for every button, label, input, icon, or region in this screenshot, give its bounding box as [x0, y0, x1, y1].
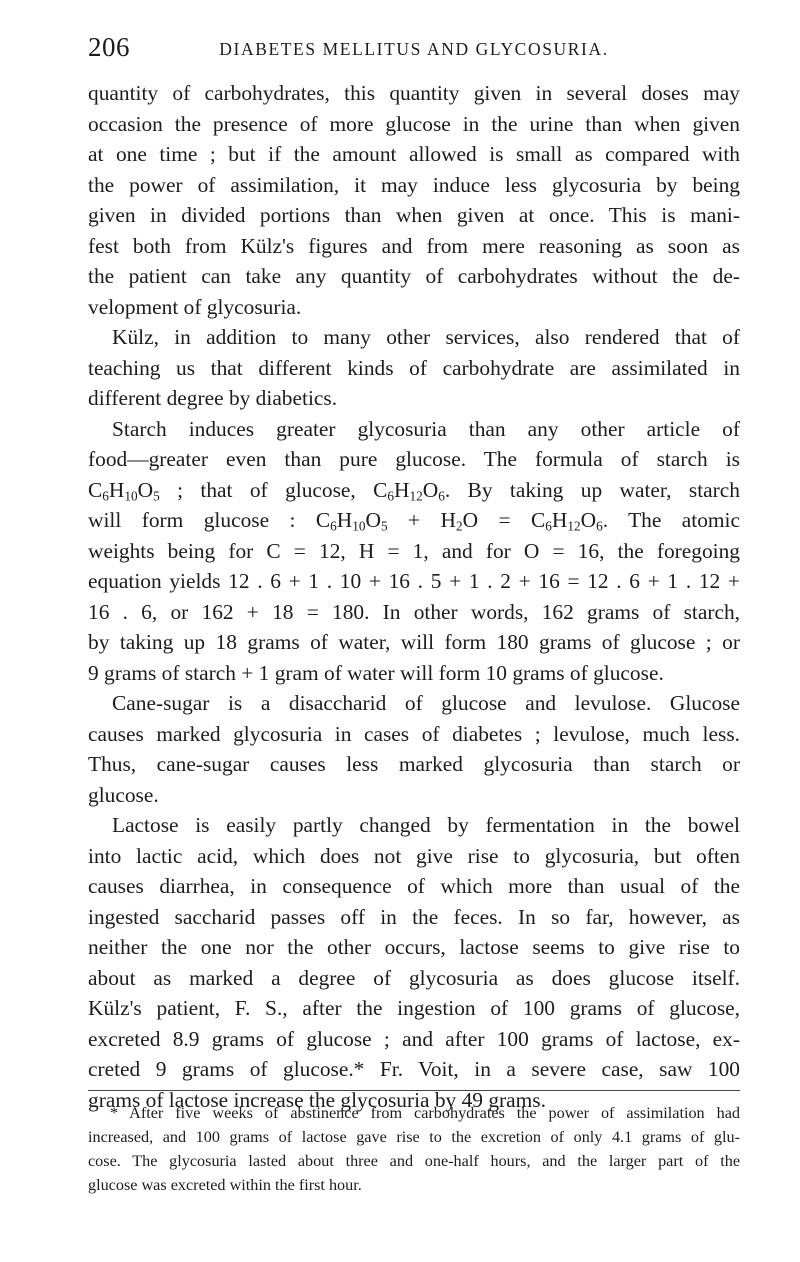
formula-line: will form glucose : $C_6H_{10}O_5 + H_2O = C_6H_{12}O_6$. The atomic [88, 508, 740, 534]
text-line: at one time ; but if the amount allowed is small as compared with [88, 142, 740, 166]
text-line: glucose. [88, 782, 159, 807]
text-line: by taking up 18 grams of water, will form 180 grams of glucose ; or [88, 630, 740, 654]
text-line: Külz's patient, F. S., after the ingestion of 100 grams of glucose, [88, 996, 740, 1020]
text-line: occasion the presence of more glucose in the urine than when given [88, 111, 740, 136]
text-line: food—greater even than pure glucose. The formula of starch is [88, 447, 740, 471]
text-line: Starch induces greater glycosuria than any other article of [112, 416, 740, 441]
footnote-line: glucose was excreted within the first hour. [88, 1176, 362, 1194]
text-line: causes diarrhea, in consequence of which more than usual of the [88, 874, 740, 898]
text-line: Lactose is easily partly changed by fermentation in the bowel [112, 813, 740, 837]
formula-line: $C_6H_{10}O_5$ ; that of glucose, $C_6H_{12}O_6$. By taking up water, starch [88, 477, 740, 504]
text-line: quantity of carbohydrates, this quantity given in several doses may [88, 81, 740, 105]
text-line: Külz, in addition to many other services, also rendered that of [112, 325, 740, 349]
text-line: 16 . 6, or 162 + 18 = 180. In other words, 162 grams of starch, [88, 599, 740, 624]
text-line: creted 9 grams of glucose.* Fr. Voit, in a severe case, saw 100 [88, 1057, 740, 1081]
text-line: 9 grams of starch + 1 gram of water will form 10 grams of glucose. [88, 660, 664, 685]
page-number: 206 [88, 32, 130, 62]
text-line: grams of lactose increase the glycosuria by 49 grams. [88, 1087, 546, 1112]
text-line: teaching us that different kinds of carbohydrate are assimilated in [88, 355, 740, 380]
page-header [88, 32, 740, 62]
footnote-rule [88, 1090, 740, 1091]
footnote-line: increased, and 100 grams of lactose gave rise to the excretion of only 4.1 grams of glu- [88, 1128, 740, 1146]
text-line: causes marked glycosuria in cases of diabetes ; levulose, much less. [88, 721, 740, 746]
text-line: Thus, cane-sugar causes less marked glycosuria than starch or [88, 752, 740, 776]
text-line: weights being for C = 12, H = 1, and for O = 16, the foregoing [88, 538, 740, 563]
text-line: given in divided portions than when given at once. This is mani- [88, 203, 740, 227]
text-line: neither the one nor the other occurs, lactose seems to give rise to [88, 935, 740, 959]
text-line: the power of assimilation, it may induce less glycosuria by being [88, 172, 740, 197]
text-line: fest both from Külz's figures and from mere reasoning as soon as [88, 233, 740, 258]
footnote [88, 1101, 740, 1197]
footnote-line: cose. The glycosuria lasted about three and one-half hours, and the larger part of the [88, 1152, 740, 1170]
equation-line: equation yields 12 . 6 + 1 . 10 + 16 . 5 + 1 . 2 + 16 = 12 . 6 + 1 . 12 + [88, 569, 740, 593]
text-line: ingested saccharid passes off in the feces. In so far, however, as [88, 904, 740, 929]
text-line: into lactic acid, which does not give rise to glycosuria, but often [88, 843, 740, 868]
text-line: velopment of glycosuria. [88, 294, 302, 319]
text-line: excreted 8.9 grams of glucose ; and after 100 grams of lactose, ex- [88, 1026, 740, 1051]
text-line: Cane-sugar is a disaccharid of glucose and levulose. Glucose [112, 691, 740, 715]
text-line: about as marked a degree of glycosuria as does glucose itself. [88, 965, 740, 990]
text-line: the patient can take any quantity of carbohydrates without the de- [88, 264, 740, 288]
text-line: different degree by diabetics. [88, 386, 338, 410]
footnote-line: * After five weeks of abstinence from carbohydrates the power of assimilation had [110, 1104, 740, 1122]
running-head: DIABETES MELLITUS AND GLYCOSURIA. [219, 39, 609, 59]
body-text [88, 78, 740, 1115]
